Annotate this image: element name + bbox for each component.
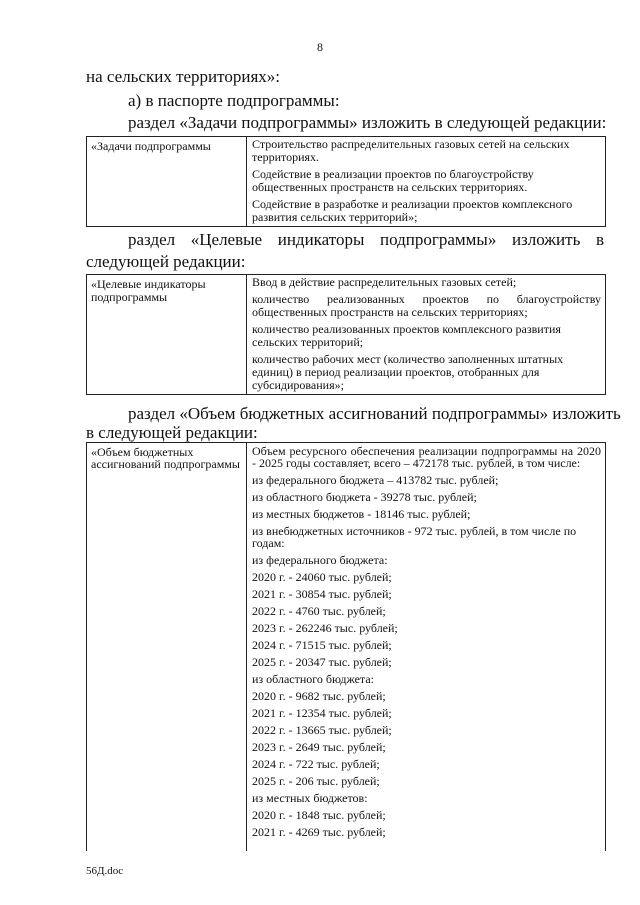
indicator-para: Ввод в действие распределительных газовых сетей; [252, 275, 517, 289]
budget-para: 2021 г. - 12354 тыс. рублей; [252, 706, 392, 720]
section1-intro: раздел «Задачи подпрограммы» изложить в следующей редакции: [128, 113, 607, 132]
table-value-cell [247, 137, 605, 226]
table-label-cell: «Объем бюджетных ассигнований подпрограммы [87, 443, 247, 851]
table-value-cell [247, 443, 605, 851]
budget-para: 2025 г. - 206 тыс. рублей; [252, 774, 380, 788]
budget-para: из областного бюджета - 39278 тыс. рублей; [252, 490, 477, 504]
section2-intro-word: подпрограммы» [380, 230, 497, 249]
budget-para: 2023 г. - 262246 тыс. рублей; [252, 621, 398, 635]
budget-para: из федерального бюджета – 413782 тыс. рублей; [252, 473, 499, 487]
tasks-para: Содействие в разработке и реализации проектов комплексного развития сельских территорий»; [252, 197, 573, 224]
table-row [87, 443, 605, 851]
section2-intro-word: в [595, 230, 604, 249]
tasks-para: Строительство распределительных газовых сетей на сельских территориях. [252, 137, 570, 164]
section3-intro-cont: в следующей редакции: [86, 423, 258, 442]
budget-para: 2022 г. - 4760 тыс. рублей; [252, 604, 386, 618]
indicator-para: количество реализованных проектов комплексного развития сельских территорий; [252, 322, 561, 349]
table-label-cell: «Задачи подпрограммы [87, 137, 247, 226]
budget-para: 2021 г. - 30854 тыс. рублей; [252, 587, 392, 601]
tasks-para: Содействие в реализации проектов по благоустройству общественных пространств на сельских территориях. [252, 167, 534, 194]
indicator-para: количество реализованных проектов по благоустройству общественных пространств на сельских территориях; [252, 292, 601, 319]
budget-para: 2024 г. - 722 тыс. рублей; [252, 757, 380, 771]
table-value-cell [247, 275, 605, 394]
intro-line: на сельских территориях»: [86, 67, 280, 86]
table-indicators [86, 274, 606, 395]
budget-para: Объем ресурсного обеспечения реализации подпрограммы на 2020 - 2025 годы составляет, всего – 472178 тыс. рублей, в том числе: [252, 444, 601, 470]
table-tasks [86, 136, 606, 227]
budget-para: 2020 г. - 24060 тыс. рублей; [252, 570, 392, 584]
budget-para: из внебюджетных источников - 972 тыс. рублей, в том числе по годам: [252, 524, 577, 550]
budget-para: 2020 г. - 9682 тыс. рублей; [252, 689, 386, 703]
section3-intro: раздел «Объем бюджетных ассигнований подпрограммы» изложить [128, 404, 621, 423]
budget-para: 2022 г. - 13665 тыс. рублей; [252, 723, 392, 737]
section2-intro-word: изложить [511, 230, 581, 249]
budget-para: 2024 г. - 71515 тыс. рублей; [252, 638, 392, 652]
budget-para: 2021 г. - 4269 тыс. рублей; [252, 825, 386, 839]
budget-para: из местных бюджетов - 18146 тыс. рублей; [252, 507, 471, 521]
table-row [87, 137, 605, 226]
indicator-para: количество рабочих мест (количество заполненных штатных единиц) в период реализации проектов, отобранных для субсидирования»; [252, 352, 564, 392]
budget-para: из местных бюджетов: [252, 791, 368, 805]
section2-intro-word: «Целевые [190, 230, 263, 249]
footer-filename: 56Д.doc [86, 865, 124, 877]
budget-para: из областного бюджета: [252, 672, 374, 686]
budget-para: 2023 г. - 2649 тыс. рублей; [252, 740, 386, 754]
item-a: а) в паспорте подпрограммы: [128, 91, 340, 110]
budget-para: 2025 г. - 20347 тыс. рублей; [252, 655, 392, 669]
section2-intro [128, 230, 604, 250]
section2-intro-cont: следующей редакции: [86, 252, 246, 271]
table-label-cell: «Целевые индикаторы подпрограммы [87, 275, 247, 394]
table-row [87, 275, 605, 394]
page-number: 8 [317, 40, 323, 54]
section2-intro-word: раздел [128, 230, 176, 249]
budget-para: 2020 г. - 1848 тыс. рублей; [252, 808, 386, 822]
table-budget [86, 442, 606, 851]
section2-intro-word: индикаторы [277, 230, 365, 249]
budget-para: из федерального бюджета: [252, 553, 388, 567]
